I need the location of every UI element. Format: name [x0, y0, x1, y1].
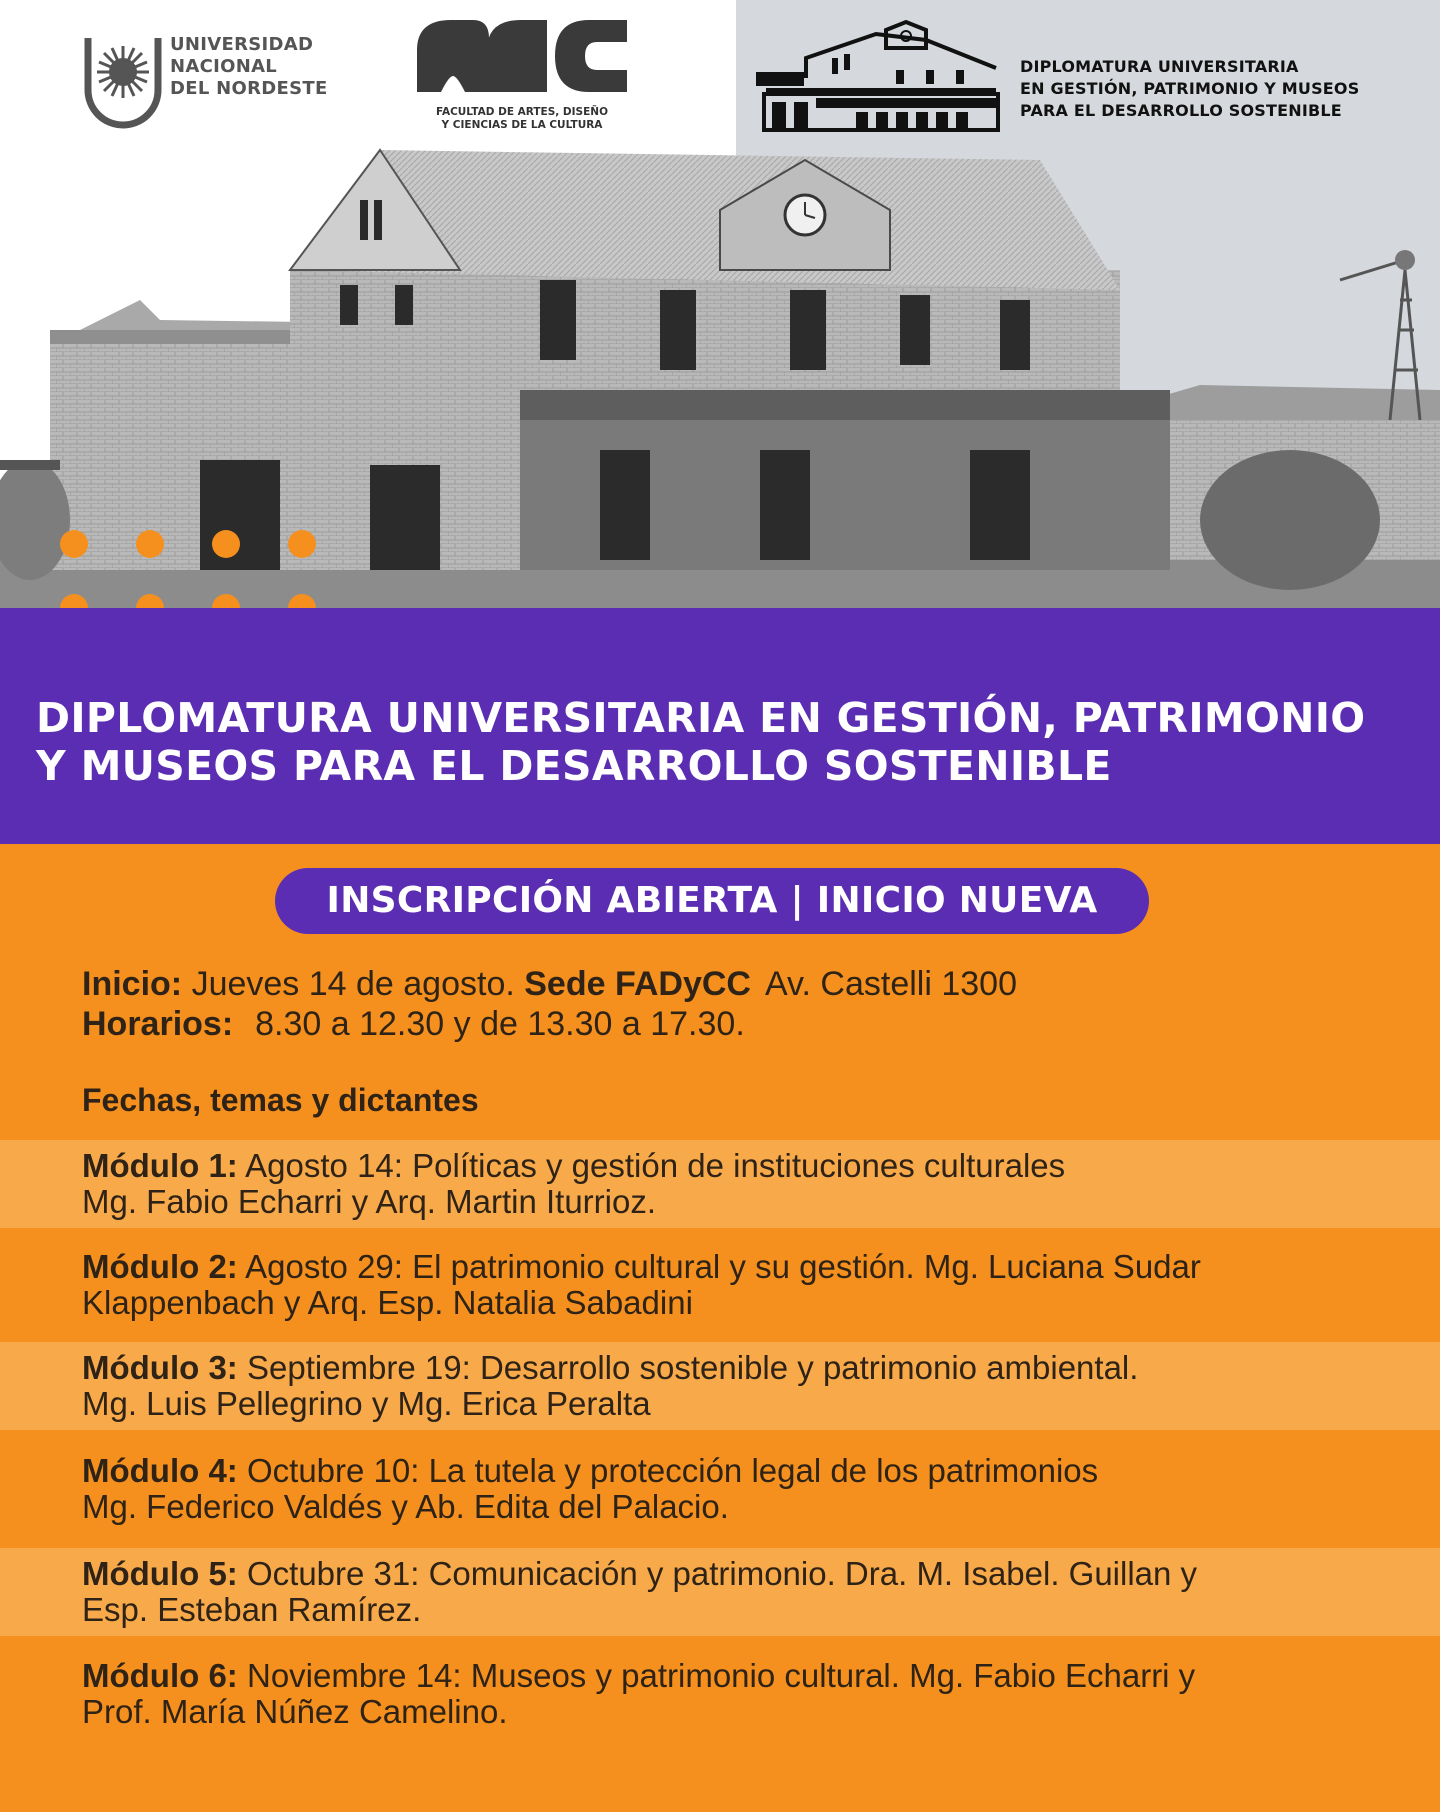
- start-line: [82, 964, 1017, 1004]
- module-teachers: Klappenbach y Arq. Esp. Natalia Sabadini: [82, 1284, 693, 1321]
- registration-banner: INSCRIPCIÓN ABIERTA | INICIO NUEVA: [275, 868, 1149, 934]
- page-title-line: Y MUSEOS PARA EL DESARROLLO SOSTENIBLE: [36, 742, 1112, 790]
- dot-icon: [212, 530, 240, 558]
- module-row: [0, 1636, 1440, 1752]
- module-row: [0, 1228, 1440, 1342]
- title-band: [0, 608, 1440, 844]
- module-teachers: Esp. Esteban Ramírez.: [82, 1591, 422, 1628]
- adc-logo-mark: [417, 20, 627, 92]
- page-title-line: DIPLOMATURA UNIVERSITARIA EN GESTIÓN, PATRIMONIO: [36, 694, 1366, 742]
- dot-icon: [60, 594, 88, 608]
- page-title: [36, 694, 1416, 790]
- diplomatura-logo-line: DIPLOMATURA UNIVERSITARIA: [1020, 57, 1299, 76]
- module-label: Módulo 5:: [82, 1555, 238, 1592]
- start-label: Inicio:: [82, 965, 183, 1003]
- hero-section: [0, 0, 1440, 608]
- module-topic: Septiembre 19: Desarrollo sostenible y patrimonio ambiental.: [246, 1349, 1139, 1386]
- diplomatura-logo-line: PARA EL DESARROLLO SOSTENIBLE: [1020, 101, 1342, 120]
- venue-address: Av. Castelli 1300: [764, 965, 1017, 1003]
- unne-logo-line: UNIVERSIDAD: [170, 34, 314, 55]
- module-row: [0, 1342, 1440, 1430]
- diplomatura-logo-line: EN GESTIÓN, PATRIMONIO Y MUSEOS: [1020, 79, 1360, 98]
- venue-label: Sede FADyCC: [524, 965, 751, 1003]
- dot-icon: [60, 530, 88, 558]
- module-topic: Agosto 29: El patrimonio cultural y su gestión. Mg. Luciana Sudar: [245, 1248, 1201, 1285]
- unne-logo-line: DEL NORDESTE: [170, 78, 328, 99]
- module-teachers: Mg. Federico Valdés y Ab. Edita del Palacio.: [82, 1488, 729, 1525]
- schedule-label: Horarios:: [82, 1005, 234, 1043]
- module-topic: Octubre 31: Comunicación y patrimonio. Dra. M. Isabel. Guillan y: [246, 1555, 1198, 1592]
- module-topic: Octubre 10: La tutela y protección legal de los patrimonios: [246, 1452, 1099, 1489]
- schedule-value: 8.30 a 12.30 y de 13.30 a 17.30.: [255, 1005, 745, 1043]
- module-label: Módulo 1:: [82, 1147, 238, 1184]
- module-teachers: Prof. María Núñez Camelino.: [82, 1693, 508, 1730]
- dot-icon: [136, 530, 164, 558]
- module-row: [0, 1140, 1440, 1228]
- dot-icon: [136, 594, 164, 608]
- course-info: [82, 964, 1017, 1044]
- module-topic: Noviembre 14: Museos y patrimonio cultural. Mg. Fabio Echarri y: [246, 1657, 1196, 1694]
- module-row: [0, 1548, 1440, 1636]
- dot-icon: [288, 530, 316, 558]
- module-row: [0, 1430, 1440, 1548]
- module-teachers: Mg. Luis Pellegrino y Mg. Erica Peralta: [82, 1385, 651, 1422]
- start-value: Jueves 14 de agosto.: [191, 965, 515, 1003]
- diplomatura-station-logo: [756, 18, 1006, 136]
- fadycc-logo-line: FACULTAD DE ARTES, DISEÑO: [435, 106, 609, 118]
- fadycc-logo-line: Y CIENCIAS DE LA CULTURA: [441, 119, 603, 131]
- decorative-dots: [58, 528, 328, 608]
- dot-icon: [288, 594, 316, 608]
- module-topic: Agosto 14: Políticas y gestión de instituciones culturales: [245, 1147, 1066, 1184]
- diplomatura-logo-text: [1020, 56, 1359, 122]
- module-label: Módulo 2:: [82, 1248, 238, 1285]
- module-teachers: Mg. Fabio Echarri y Arq. Martin Iturrioz.: [82, 1183, 657, 1220]
- module-label: Módulo 3:: [82, 1349, 238, 1386]
- dot-icon: [212, 594, 240, 608]
- section-heading: Fechas, temas y dictantes: [82, 1082, 479, 1118]
- fadycc-logo: [416, 20, 628, 132]
- module-label: Módulo 4:: [82, 1452, 238, 1489]
- unne-logo: [82, 32, 328, 132]
- schedule-line: [82, 1004, 1017, 1044]
- unne-logo-line: NACIONAL: [170, 56, 278, 77]
- unne-sun-icon: [82, 32, 164, 132]
- module-label: Módulo 6:: [82, 1657, 238, 1694]
